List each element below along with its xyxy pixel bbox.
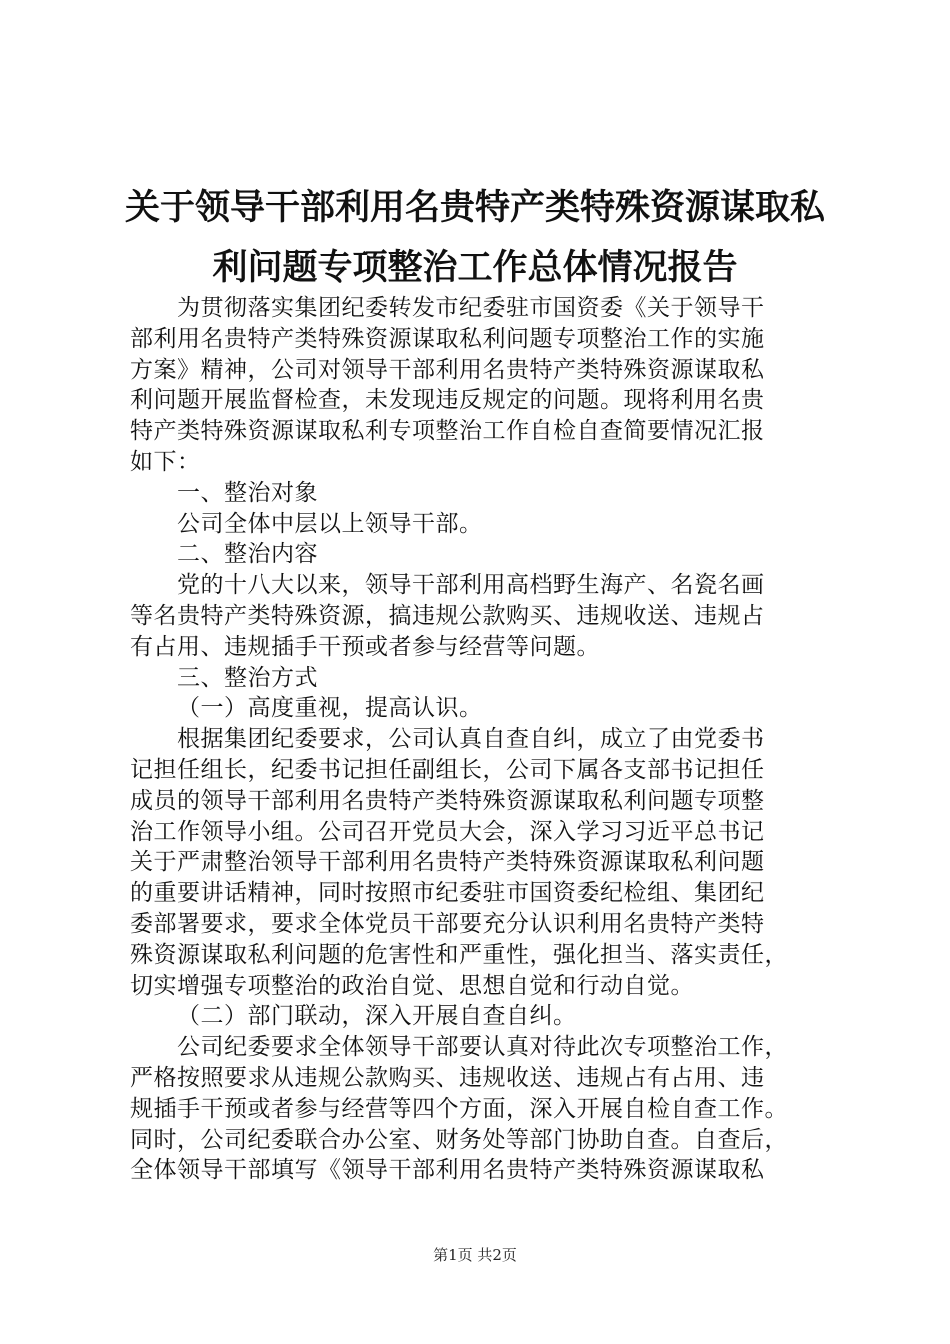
subsection-heading: （二）部门联动，深入开展自查自纠。 <box>177 1003 577 1030</box>
body-line: 规插手干预或者参与经营等四个方面，深入开展自检自查工作。 <box>130 1095 788 1122</box>
body-line: 同时，公司纪委联合办公室、财务处等部门协助自查。自查后， <box>130 1126 788 1153</box>
body-line: 利问题开展监督检查，未发现违反规定的问题。现将利用名贵 <box>130 387 765 414</box>
body-line: 部利用名贵特产类特殊资源谋取私利问题专项整治工作的实施 <box>130 325 765 352</box>
body-line: 公司全体中层以上领导干部。 <box>177 510 483 537</box>
section-heading: 一、整治对象 <box>177 479 318 506</box>
body-line: 成员的领导干部利用名贵特产类特殊资源谋取私利问题专项整 <box>130 787 765 814</box>
body-line: 方案》精神，公司对领导干部利用名贵特产类特殊资源谋取私 <box>130 356 765 383</box>
body-line: 为贯彻落实集团纪委转发市纪委驻市国资委《关于领导干 <box>177 295 765 321</box>
body-line: 特产类特殊资源谋取私利专项整治工作自检自查简要情况汇报 <box>130 418 765 445</box>
body-line: 公司纪委要求全体领导干部要认真对待此次专项整治工作， <box>177 1034 788 1061</box>
page-number-footer: 第1页 共2页 <box>433 1246 517 1264</box>
body-line: 党的十八大以来，领导干部利用高档野生海产、名瓷名画 <box>177 572 765 599</box>
body-line: 如下： <box>130 448 201 475</box>
section-heading: 二、整治内容 <box>177 541 318 568</box>
body-line: 全体领导干部填写《领导干部利用名贵特产类特殊资源谋取私 <box>130 1157 765 1184</box>
body-line: 等名贵特产类特殊资源，搞违规公款购买、违规收送、违规占 <box>130 602 765 629</box>
body-line: 的重要讲话精神，同时按照市纪委驻市国资委纪检组、集团纪 <box>130 880 765 907</box>
body-line: 根据集团纪委要求，公司认真自查自纠，成立了由党委书 <box>177 726 765 753</box>
body-line: 殊资源谋取私利问题的危害性和严重性，强化担当、落实责任， <box>130 941 788 968</box>
body-line: 有占用、违规插手干预或者参与经营等问题。 <box>130 633 600 660</box>
document-title-line-1: 关于领导干部利用名贵特产类特殊资源谋取私 <box>124 188 825 228</box>
document-title-line-2: 利问题专项整治工作总体情况报告 <box>212 248 738 288</box>
body-line: 记担任组长，纪委书记担任副组长，公司下属各支部书记担任 <box>130 756 765 783</box>
subsection-heading: （一）高度重视，提高认识。 <box>177 695 483 722</box>
body-line: 切实增强专项整治的政治自觉、思想自觉和行动自觉。 <box>130 972 694 999</box>
body-line: 关于严肃整治领导干部利用名贵特产类特殊资源谋取私利问题 <box>130 849 765 876</box>
body-line: 严格按照要求从违规公款购买、违规收送、违规占有占用、违 <box>130 1064 765 1091</box>
body-line: 委部署要求，要求全体党员干部要充分认识利用名贵特产类特 <box>130 910 765 937</box>
body-line: 治工作领导小组。公司召开党员大会，深入学习习近平总书记 <box>130 818 765 845</box>
section-heading: 三、整治方式 <box>177 664 318 691</box>
document-body <box>130 293 830 1186</box>
